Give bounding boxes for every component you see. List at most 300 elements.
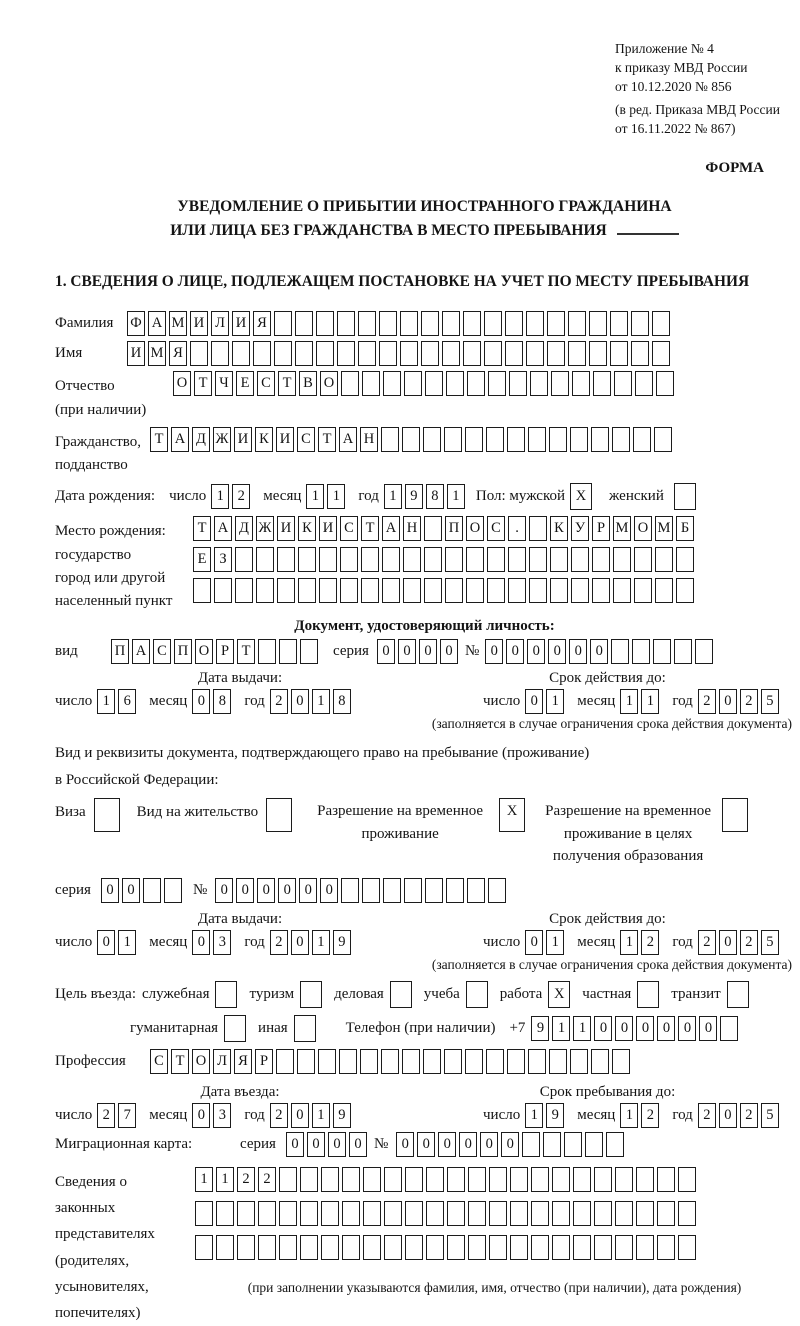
char-box[interactable]: 2 <box>270 930 288 955</box>
char-box[interactable] <box>298 578 316 603</box>
char-box[interactable]: П <box>111 639 129 664</box>
char-box[interactable] <box>216 1235 234 1260</box>
char-box[interactable]: 0 <box>236 878 254 903</box>
char-box[interactable]: 0 <box>215 878 233 903</box>
char-box[interactable] <box>615 1235 633 1260</box>
char-box[interactable] <box>466 547 484 572</box>
char-box[interactable]: 0 <box>438 1132 456 1157</box>
char-box[interactable] <box>529 578 547 603</box>
char-box[interactable] <box>337 311 355 336</box>
char-box[interactable] <box>256 547 274 572</box>
char-box[interactable] <box>237 1235 255 1260</box>
char-box[interactable]: 0 <box>97 930 115 955</box>
char-box[interactable]: 2 <box>97 1103 115 1128</box>
char-box[interactable]: 7 <box>118 1103 136 1128</box>
char-box[interactable]: Л <box>211 311 229 336</box>
char-box[interactable] <box>340 578 358 603</box>
char-box[interactable] <box>720 1016 738 1041</box>
char-box[interactable]: В <box>299 371 317 396</box>
char-box[interactable] <box>402 1049 420 1074</box>
char-box[interactable]: 0 <box>349 1132 367 1157</box>
purpose-other-checkbox[interactable] <box>294 1015 316 1042</box>
char-box[interactable] <box>363 1167 381 1192</box>
char-box[interactable]: 0 <box>657 1016 675 1041</box>
char-box[interactable]: Р <box>216 639 234 664</box>
char-box[interactable] <box>487 578 505 603</box>
char-box[interactable] <box>488 371 506 396</box>
char-box[interactable]: 1 <box>327 484 345 509</box>
char-box[interactable]: И <box>232 311 250 336</box>
char-box[interactable]: 1 <box>573 1016 591 1041</box>
char-box[interactable] <box>404 878 422 903</box>
char-box[interactable] <box>549 427 567 452</box>
char-box[interactable]: А <box>171 427 189 452</box>
char-box[interactable]: 0 <box>527 639 545 664</box>
purpose-work-checkbox[interactable]: X <box>548 981 570 1008</box>
char-box[interactable] <box>487 547 505 572</box>
char-box[interactable] <box>214 578 232 603</box>
char-box[interactable] <box>258 1201 276 1226</box>
char-box[interactable] <box>486 427 504 452</box>
char-box[interactable]: 0 <box>398 639 416 664</box>
char-box[interactable]: К <box>255 427 273 452</box>
char-box[interactable] <box>405 1235 423 1260</box>
char-box[interactable]: З <box>214 547 232 572</box>
char-box[interactable] <box>467 371 485 396</box>
char-box[interactable]: Т <box>237 639 255 664</box>
char-box[interactable]: 1 <box>384 484 402 509</box>
char-box[interactable] <box>256 578 274 603</box>
char-box[interactable] <box>486 1049 504 1074</box>
char-box[interactable] <box>489 1235 507 1260</box>
char-box[interactable] <box>235 578 253 603</box>
char-box[interactable] <box>362 878 380 903</box>
char-box[interactable]: 1 <box>306 484 324 509</box>
char-box[interactable] <box>400 311 418 336</box>
char-box[interactable] <box>655 547 673 572</box>
option-residence-permit-checkbox[interactable] <box>266 798 292 832</box>
char-box[interactable] <box>592 547 610 572</box>
char-box[interactable] <box>316 341 334 366</box>
char-box[interactable] <box>508 547 526 572</box>
char-box[interactable] <box>382 578 400 603</box>
char-box[interactable]: Т <box>278 371 296 396</box>
char-box[interactable]: Ж <box>213 427 231 452</box>
char-box[interactable] <box>510 1201 528 1226</box>
char-box[interactable]: 1 <box>118 930 136 955</box>
char-box[interactable]: 9 <box>333 930 351 955</box>
char-box[interactable]: 5 <box>761 689 779 714</box>
char-box[interactable]: С <box>257 371 275 396</box>
char-box[interactable]: 0 <box>122 878 140 903</box>
char-box[interactable] <box>424 578 442 603</box>
char-box[interactable] <box>508 578 526 603</box>
char-box[interactable] <box>190 341 208 366</box>
char-box[interactable] <box>678 1201 696 1226</box>
char-box[interactable]: С <box>487 516 505 541</box>
char-box[interactable]: 0 <box>320 878 338 903</box>
char-box[interactable] <box>505 311 523 336</box>
char-box[interactable]: 2 <box>740 930 758 955</box>
sex-female-checkbox[interactable] <box>674 483 696 510</box>
char-box[interactable] <box>510 1167 528 1192</box>
char-box[interactable] <box>321 1167 339 1192</box>
char-box[interactable]: М <box>655 516 673 541</box>
char-box[interactable] <box>466 578 484 603</box>
char-box[interactable] <box>695 639 713 664</box>
char-box[interactable]: 3 <box>213 1103 231 1128</box>
char-box[interactable] <box>342 1167 360 1192</box>
char-box[interactable] <box>405 1167 423 1192</box>
char-box[interactable] <box>635 371 653 396</box>
char-box[interactable] <box>468 1167 486 1192</box>
char-box[interactable] <box>488 878 506 903</box>
char-box[interactable] <box>676 547 694 572</box>
char-box[interactable] <box>571 578 589 603</box>
char-box[interactable] <box>237 1201 255 1226</box>
char-box[interactable]: 1 <box>546 930 564 955</box>
char-box[interactable] <box>384 1235 402 1260</box>
char-box[interactable]: И <box>277 516 295 541</box>
char-box[interactable]: О <box>195 639 213 664</box>
char-box[interactable] <box>530 371 548 396</box>
char-box[interactable]: Д <box>192 427 210 452</box>
char-box[interactable]: Б <box>676 516 694 541</box>
char-box[interactable] <box>342 1201 360 1226</box>
char-box[interactable] <box>446 878 464 903</box>
char-box[interactable] <box>505 341 523 366</box>
char-box[interactable]: 0 <box>377 639 395 664</box>
char-box[interactable]: 0 <box>299 878 317 903</box>
char-box[interactable] <box>384 1167 402 1192</box>
char-box[interactable] <box>613 578 631 603</box>
char-box[interactable]: Т <box>150 427 168 452</box>
char-box[interactable] <box>613 547 631 572</box>
char-box[interactable]: Р <box>255 1049 273 1074</box>
char-box[interactable]: 0 <box>101 878 119 903</box>
char-box[interactable] <box>379 341 397 366</box>
char-box[interactable]: Н <box>403 516 421 541</box>
char-box[interactable] <box>573 1235 591 1260</box>
char-box[interactable]: 2 <box>270 689 288 714</box>
char-box[interactable]: А <box>214 516 232 541</box>
char-box[interactable]: 9 <box>546 1103 564 1128</box>
char-box[interactable]: А <box>148 311 166 336</box>
char-box[interactable] <box>447 1235 465 1260</box>
char-box[interactable] <box>321 1201 339 1226</box>
purpose-study-checkbox[interactable] <box>466 981 488 1008</box>
char-box[interactable] <box>400 341 418 366</box>
char-box[interactable] <box>585 1132 603 1157</box>
char-box[interactable] <box>253 341 271 366</box>
char-box[interactable] <box>547 311 565 336</box>
char-box[interactable]: 2 <box>698 930 716 955</box>
char-box[interactable]: 1 <box>620 689 638 714</box>
char-box[interactable] <box>507 427 525 452</box>
char-box[interactable]: 0 <box>569 639 587 664</box>
char-box[interactable] <box>446 371 464 396</box>
char-box[interactable] <box>571 547 589 572</box>
char-box[interactable] <box>300 1167 318 1192</box>
char-box[interactable]: Т <box>194 371 212 396</box>
char-box[interactable]: 6 <box>118 689 136 714</box>
char-box[interactable]: 1 <box>216 1167 234 1192</box>
char-box[interactable] <box>589 341 607 366</box>
char-box[interactable] <box>274 341 292 366</box>
char-box[interactable] <box>232 341 250 366</box>
char-box[interactable] <box>612 1049 630 1074</box>
char-box[interactable] <box>489 1201 507 1226</box>
char-box[interactable] <box>465 427 483 452</box>
char-box[interactable] <box>465 1049 483 1074</box>
char-box[interactable]: 0 <box>419 639 437 664</box>
char-box[interactable] <box>606 1132 624 1157</box>
char-box[interactable]: С <box>153 639 171 664</box>
char-box[interactable] <box>529 547 547 572</box>
char-box[interactable] <box>425 371 443 396</box>
char-box[interactable]: Е <box>193 547 211 572</box>
char-box[interactable]: М <box>613 516 631 541</box>
char-box[interactable] <box>383 371 401 396</box>
sex-male-checkbox[interactable]: X <box>570 483 592 510</box>
char-box[interactable]: 0 <box>257 878 275 903</box>
char-box[interactable] <box>631 341 649 366</box>
char-box[interactable] <box>403 578 421 603</box>
char-box[interactable]: 0 <box>594 1016 612 1041</box>
char-box[interactable]: 0 <box>719 930 737 955</box>
char-box[interactable]: Н <box>360 427 378 452</box>
char-box[interactable]: 9 <box>405 484 423 509</box>
char-box[interactable]: А <box>382 516 400 541</box>
char-box[interactable] <box>633 427 651 452</box>
char-box[interactable]: 0 <box>615 1016 633 1041</box>
char-box[interactable]: 2 <box>232 484 250 509</box>
char-box[interactable] <box>337 341 355 366</box>
char-box[interactable] <box>447 1201 465 1226</box>
char-box[interactable]: У <box>571 516 589 541</box>
char-box[interactable] <box>425 878 443 903</box>
char-box[interactable] <box>235 547 253 572</box>
char-box[interactable] <box>342 1235 360 1260</box>
char-box[interactable]: А <box>339 427 357 452</box>
char-box[interactable] <box>489 1167 507 1192</box>
char-box[interactable] <box>676 578 694 603</box>
char-box[interactable]: 0 <box>278 878 296 903</box>
char-box[interactable] <box>543 1132 561 1157</box>
char-box[interactable] <box>573 1201 591 1226</box>
char-box[interactable] <box>655 578 673 603</box>
char-box[interactable]: 0 <box>417 1132 435 1157</box>
char-box[interactable]: 5 <box>761 930 779 955</box>
char-box[interactable] <box>277 547 295 572</box>
purpose-official-checkbox[interactable] <box>215 981 237 1008</box>
char-box[interactable] <box>300 1201 318 1226</box>
char-box[interactable]: 0 <box>307 1132 325 1157</box>
char-box[interactable] <box>319 578 337 603</box>
char-box[interactable] <box>656 371 674 396</box>
char-box[interactable] <box>592 578 610 603</box>
char-box[interactable]: 0 <box>459 1132 477 1157</box>
char-box[interactable]: И <box>319 516 337 541</box>
char-box[interactable] <box>405 1201 423 1226</box>
char-box[interactable] <box>653 639 671 664</box>
char-box[interactable]: 0 <box>590 639 608 664</box>
char-box[interactable]: Ч <box>215 371 233 396</box>
char-box[interactable] <box>379 311 397 336</box>
char-box[interactable]: 2 <box>641 1103 659 1128</box>
char-box[interactable] <box>274 311 292 336</box>
char-box[interactable]: 1 <box>641 689 659 714</box>
char-box[interactable] <box>552 1201 570 1226</box>
char-box[interactable] <box>341 371 359 396</box>
char-box[interactable]: Я <box>234 1049 252 1074</box>
char-box[interactable] <box>570 427 588 452</box>
char-box[interactable]: 0 <box>678 1016 696 1041</box>
char-box[interactable] <box>363 1235 381 1260</box>
char-box[interactable] <box>279 1235 297 1260</box>
char-box[interactable] <box>507 1049 525 1074</box>
char-box[interactable]: 9 <box>531 1016 549 1041</box>
char-box[interactable] <box>381 1049 399 1074</box>
char-box[interactable] <box>509 371 527 396</box>
char-box[interactable] <box>674 639 692 664</box>
char-box[interactable]: П <box>174 639 192 664</box>
char-box[interactable]: . <box>508 516 526 541</box>
char-box[interactable] <box>550 578 568 603</box>
char-box[interactable] <box>468 1201 486 1226</box>
char-box[interactable] <box>276 1049 294 1074</box>
char-box[interactable]: П <box>445 516 463 541</box>
char-box[interactable] <box>277 578 295 603</box>
char-box[interactable]: 2 <box>698 1103 716 1128</box>
char-box[interactable] <box>552 1235 570 1260</box>
char-box[interactable] <box>360 1049 378 1074</box>
char-box[interactable] <box>634 547 652 572</box>
char-box[interactable] <box>484 341 502 366</box>
char-box[interactable] <box>442 341 460 366</box>
char-box[interactable] <box>442 311 460 336</box>
char-box[interactable] <box>531 1201 549 1226</box>
char-box[interactable]: 0 <box>501 1132 519 1157</box>
char-box[interactable]: И <box>276 427 294 452</box>
char-box[interactable] <box>568 311 586 336</box>
char-box[interactable]: 2 <box>740 689 758 714</box>
char-box[interactable]: Т <box>318 427 336 452</box>
char-box[interactable]: С <box>297 427 315 452</box>
char-box[interactable] <box>445 547 463 572</box>
char-box[interactable] <box>549 1049 567 1074</box>
char-box[interactable] <box>594 1167 612 1192</box>
char-box[interactable]: И <box>127 341 145 366</box>
purpose-business-checkbox[interactable] <box>390 981 412 1008</box>
char-box[interactable]: Т <box>171 1049 189 1074</box>
char-box[interactable]: 2 <box>740 1103 758 1128</box>
char-box[interactable] <box>279 1201 297 1226</box>
char-box[interactable]: Т <box>193 516 211 541</box>
char-box[interactable] <box>551 371 569 396</box>
char-box[interactable] <box>382 547 400 572</box>
char-box[interactable] <box>426 1167 444 1192</box>
char-box[interactable] <box>421 341 439 366</box>
char-box[interactable] <box>614 371 632 396</box>
char-box[interactable]: 1 <box>525 1103 543 1128</box>
char-box[interactable] <box>467 878 485 903</box>
char-box[interactable] <box>424 516 442 541</box>
char-box[interactable] <box>295 341 313 366</box>
char-box[interactable] <box>611 639 629 664</box>
char-box[interactable] <box>318 1049 336 1074</box>
char-box[interactable] <box>468 1235 486 1260</box>
char-box[interactable] <box>657 1201 675 1226</box>
char-box[interactable]: 0 <box>719 1103 737 1128</box>
char-box[interactable]: 0 <box>719 689 737 714</box>
char-box[interactable] <box>631 311 649 336</box>
char-box[interactable] <box>316 311 334 336</box>
char-box[interactable] <box>403 547 421 572</box>
char-box[interactable] <box>193 578 211 603</box>
char-box[interactable]: К <box>550 516 568 541</box>
char-box[interactable]: О <box>466 516 484 541</box>
char-box[interactable]: 9 <box>333 1103 351 1128</box>
char-box[interactable] <box>363 1201 381 1226</box>
char-box[interactable] <box>298 547 316 572</box>
char-box[interactable]: Я <box>253 311 271 336</box>
purpose-transit-checkbox[interactable] <box>727 981 749 1008</box>
char-box[interactable]: 3 <box>213 930 231 955</box>
char-box[interactable] <box>383 878 401 903</box>
char-box[interactable]: 1 <box>312 1103 330 1128</box>
purpose-humanitarian-checkbox[interactable] <box>224 1015 246 1042</box>
char-box[interactable] <box>615 1201 633 1226</box>
char-box[interactable] <box>594 1201 612 1226</box>
char-box[interactable]: 2 <box>237 1167 255 1192</box>
char-box[interactable]: 0 <box>485 639 503 664</box>
char-box[interactable] <box>362 371 380 396</box>
char-box[interactable]: 0 <box>699 1016 717 1041</box>
char-box[interactable] <box>654 427 672 452</box>
char-box[interactable] <box>547 341 565 366</box>
purpose-tourism-checkbox[interactable] <box>300 981 322 1008</box>
char-box[interactable] <box>339 1049 357 1074</box>
char-box[interactable] <box>258 639 276 664</box>
char-box[interactable] <box>297 1049 315 1074</box>
char-box[interactable] <box>424 547 442 572</box>
char-box[interactable]: 2 <box>698 689 716 714</box>
char-box[interactable] <box>510 1235 528 1260</box>
char-box[interactable] <box>528 427 546 452</box>
char-box[interactable] <box>195 1201 213 1226</box>
char-box[interactable] <box>211 341 229 366</box>
char-box[interactable]: 0 <box>291 1103 309 1128</box>
char-box[interactable]: Т <box>361 516 379 541</box>
char-box[interactable] <box>610 341 628 366</box>
char-box[interactable]: 1 <box>97 689 115 714</box>
char-box[interactable]: А <box>132 639 150 664</box>
char-box[interactable] <box>591 427 609 452</box>
char-box[interactable]: 0 <box>291 930 309 955</box>
char-box[interactable]: 0 <box>525 930 543 955</box>
char-box[interactable] <box>636 1201 654 1226</box>
char-box[interactable] <box>612 427 630 452</box>
char-box[interactable] <box>421 311 439 336</box>
char-box[interactable]: 0 <box>480 1132 498 1157</box>
char-box[interactable] <box>550 547 568 572</box>
char-box[interactable]: О <box>320 371 338 396</box>
char-box[interactable] <box>384 1201 402 1226</box>
char-box[interactable] <box>591 1049 609 1074</box>
char-box[interactable]: 1 <box>211 484 229 509</box>
char-box[interactable]: Ж <box>256 516 274 541</box>
